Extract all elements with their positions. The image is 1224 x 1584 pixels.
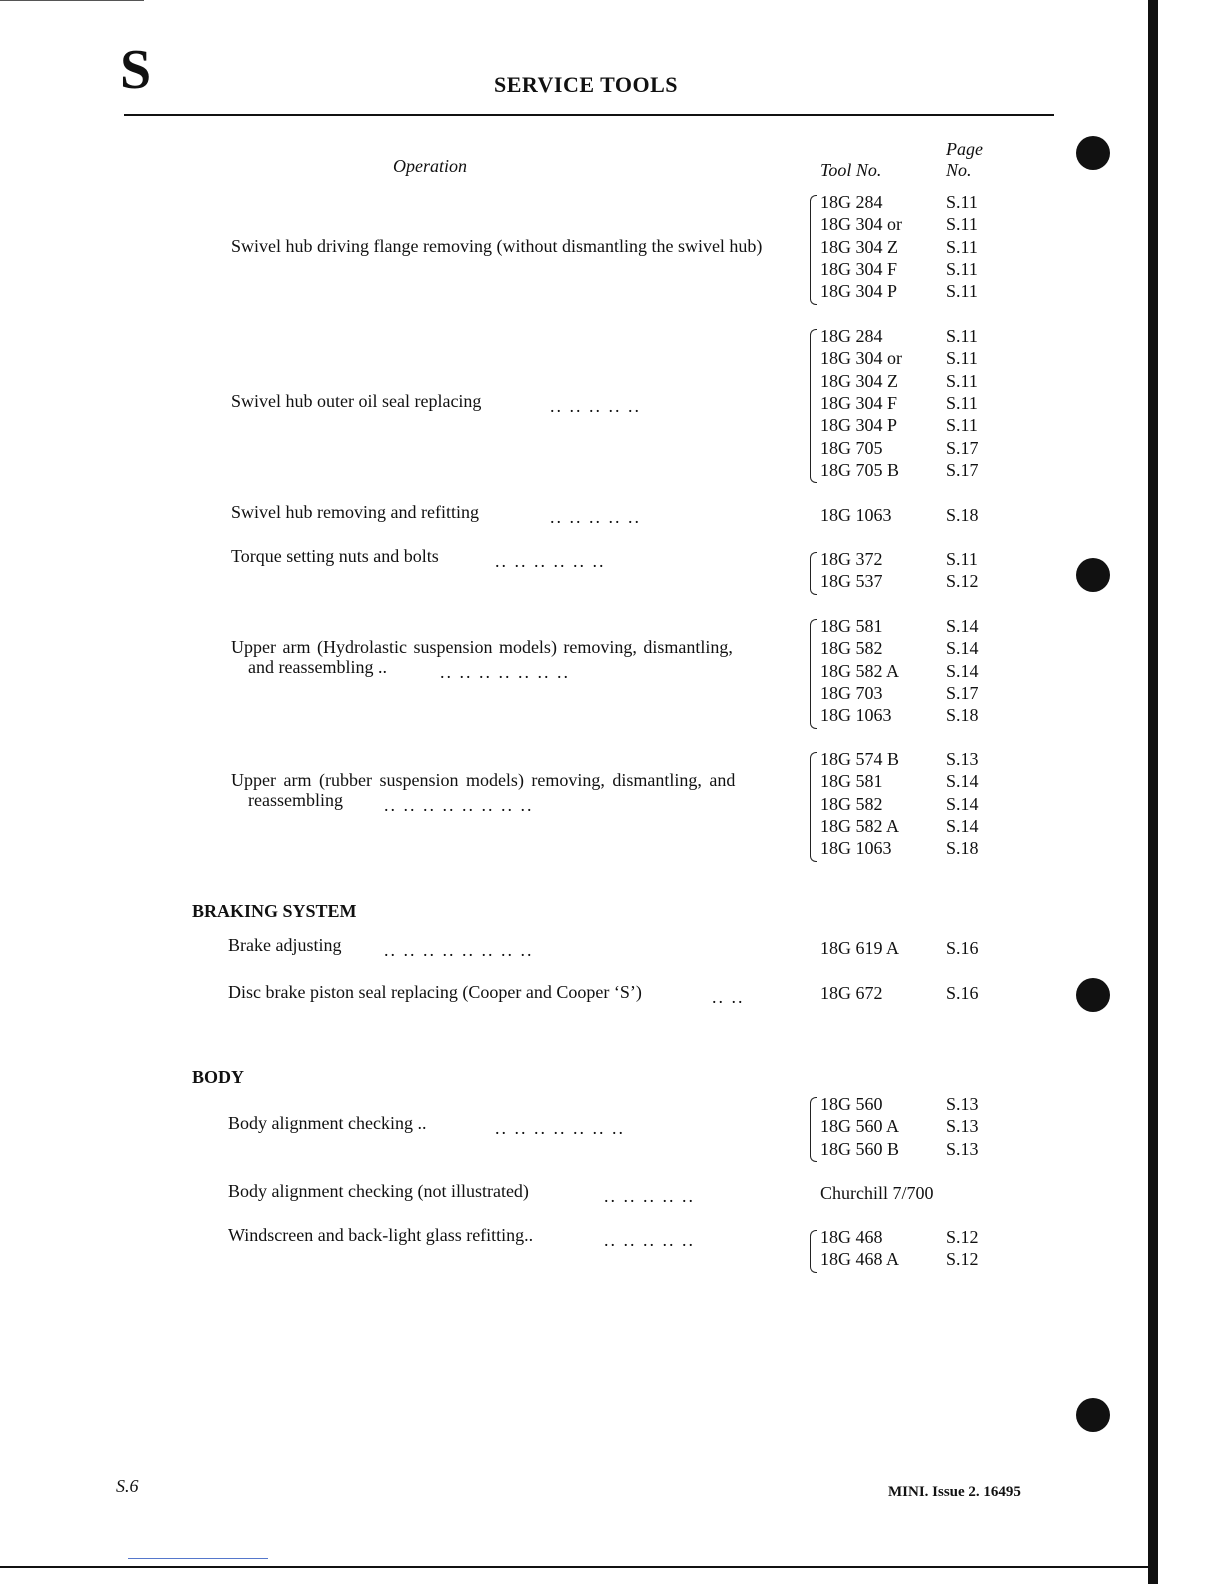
tool-number: 18G 582 A: [820, 660, 900, 681]
tool-number: 18G 304 or: [820, 214, 902, 235]
bracket-mark: [810, 1230, 817, 1273]
dot-leader: .. .. .. .. ..: [550, 507, 641, 527]
section-letter: S: [120, 39, 152, 101]
page-reference: S.17: [946, 459, 979, 480]
tool-number: 18G 304 Z: [820, 370, 898, 391]
tool-number: 18G 1063: [820, 838, 892, 859]
bracket-mark: [810, 752, 817, 862]
tool-number: 18G 582 A: [820, 815, 900, 836]
tool-number: 18G 284: [820, 192, 883, 212]
tool-number: 18G 705 B: [820, 459, 900, 480]
tool-number: 18G 560: [820, 1094, 883, 1114]
dot-leader: .. .. .. .. ..: [604, 1230, 695, 1250]
tool-number: 18G 304 Z: [820, 236, 898, 257]
operation-label: Body alignment checking ..: [228, 1113, 427, 1133]
bracket-mark: [810, 329, 817, 483]
column-header-tool-no: Tool No.: [820, 160, 882, 180]
dot-leader: .. .. .. .. .. .. .. ..: [384, 940, 534, 960]
operation-label: Swivel hub removing and refitting: [231, 502, 479, 522]
page-reference: S.17: [946, 437, 979, 458]
tool-number: Churchill 7/700: [820, 1183, 934, 1203]
punch-hole-icon: [1076, 136, 1110, 170]
tool-number: 18G 304 P: [820, 415, 898, 436]
column-header-operation: Operation: [393, 156, 467, 176]
page-reference: S.13: [946, 1094, 979, 1114]
bracket-mark: [810, 552, 817, 595]
dot-leader: .. .. .. .. .. .. ..: [495, 1118, 625, 1138]
tool-number: 18G 560 A: [820, 1116, 900, 1137]
page-reference: S.11: [946, 549, 978, 569]
dot-leader: .. .. .. .. .. .. .. ..: [384, 795, 534, 815]
operation-label: Upper arm (Hydrolastic suspension models) removing, dismantling,: [231, 637, 733, 657]
tool-number: 18G 574 B: [820, 749, 900, 769]
page-reference: S.11: [946, 214, 978, 235]
dot-leader: .. .. .. .. .. ..: [495, 551, 606, 571]
issue-reference: MINI. Issue 2. 16495: [888, 1484, 1021, 1500]
page-reference: S.16: [946, 983, 979, 1003]
page-reference: S.11: [946, 281, 978, 302]
tool-number: 18G 304 F: [820, 392, 898, 413]
title-rule: [124, 114, 1054, 116]
operation-label: Windscreen and back-light glass refitting..: [228, 1225, 534, 1245]
tool-number: 18G 582: [820, 793, 883, 814]
operation-label: Body alignment checking (not illustrated): [228, 1181, 529, 1201]
column-header-page: Page: [946, 139, 983, 159]
operation-label: Torque setting nuts and bolts: [231, 546, 439, 566]
tool-number: 18G 468: [820, 1227, 883, 1247]
dot-leader: .. ..: [712, 987, 745, 1007]
tool-number: 18G 284: [820, 326, 883, 346]
page-reference: S.11: [946, 348, 978, 369]
tool-number: 18G 304 or: [820, 348, 902, 369]
tool-number: 18G 581: [820, 771, 883, 792]
page-reference: S.14: [946, 793, 979, 814]
tool-number: 18G 672: [820, 983, 883, 1003]
page-reference: S.14: [946, 616, 979, 636]
punch-hole-icon: [1076, 978, 1110, 1012]
page-reference: S.11: [946, 192, 978, 212]
tool-number: 18G 703: [820, 682, 883, 703]
bottom-link-line: [128, 1558, 268, 1559]
column-header-page-no: No.: [946, 160, 972, 180]
operation-label: Brake adjusting: [228, 935, 342, 955]
section-heading-body: BODY: [192, 1067, 245, 1087]
page-reference: S.12: [946, 1249, 979, 1270]
page-reference: S.13: [946, 749, 979, 769]
page-reference: S.14: [946, 815, 979, 836]
page-reference: S.11: [946, 370, 978, 391]
page-reference: S.11: [946, 326, 978, 346]
page-reference: S.14: [946, 771, 979, 792]
tool-number: 18G 537: [820, 571, 883, 592]
bracket-mark: [810, 195, 817, 305]
dot-leader: .. .. .. .. ..: [550, 396, 641, 416]
tool-number: 18G 1063: [820, 505, 892, 525]
page-reference: S.11: [946, 236, 978, 257]
operation-label: Swivel hub outer oil seal replacing: [231, 391, 482, 411]
tool-number: 18G 304 F: [820, 258, 898, 279]
page-reference: S.18: [946, 838, 979, 859]
page-title: SERVICE TOOLS: [494, 72, 679, 97]
tool-number: 18G 705: [820, 437, 883, 458]
page-reference: S.16: [946, 938, 979, 958]
page-reference: S.11: [946, 415, 978, 436]
page-reference: S.12: [946, 571, 979, 592]
page-reference: S.11: [946, 392, 978, 413]
tool-number: 18G 304 P: [820, 281, 898, 302]
page-reference: S.13: [946, 1116, 979, 1137]
tool-number: 18G 581: [820, 616, 883, 636]
punch-hole-icon: [1076, 558, 1110, 592]
page-reference: S.14: [946, 638, 979, 659]
operation-label: Upper arm (rubber suspension models) removing, dismantling, and: [231, 770, 736, 790]
tool-number: 18G 582: [820, 638, 883, 659]
punch-hole-icon: [1076, 1398, 1110, 1432]
tool-number: 18G 619 A: [820, 938, 900, 958]
operation-label-continued: reassembling: [248, 790, 343, 810]
operation-label-continued: and reassembling ..: [248, 657, 387, 677]
top-edge-mark: [0, 0, 144, 1]
page-reference: S.14: [946, 660, 979, 681]
section-heading-braking: BRAKING SYSTEM: [192, 901, 357, 921]
tool-number: 18G 468 A: [820, 1249, 900, 1270]
page-bottom-edge: [0, 1566, 1150, 1568]
operation-label: Swivel hub driving flange removing (without dismantling the swivel hub): [231, 236, 763, 256]
tool-number: 18G 1063: [820, 705, 892, 726]
dot-leader: .. .. .. .. ..: [604, 1186, 695, 1206]
page-reference: S.12: [946, 1227, 979, 1247]
tool-number: 18G 372: [820, 549, 883, 569]
tool-number: 18G 560 B: [820, 1138, 900, 1159]
page-reference: S.18: [946, 505, 979, 525]
operation-label: Disc brake piston seal replacing (Cooper and Cooper ‘S’): [228, 982, 642, 1002]
bracket-mark: [810, 619, 817, 729]
dot-leader: .. .. .. .. .. .. ..: [440, 662, 570, 682]
page-reference: S.11: [946, 258, 978, 279]
page-reference: S.18: [946, 705, 979, 726]
page-number: S.6: [116, 1476, 139, 1496]
page-reference: S.13: [946, 1138, 979, 1159]
page-reference: S.17: [946, 682, 979, 703]
bracket-mark: [810, 1097, 817, 1162]
page-right-edge: [1148, 0, 1158, 1584]
